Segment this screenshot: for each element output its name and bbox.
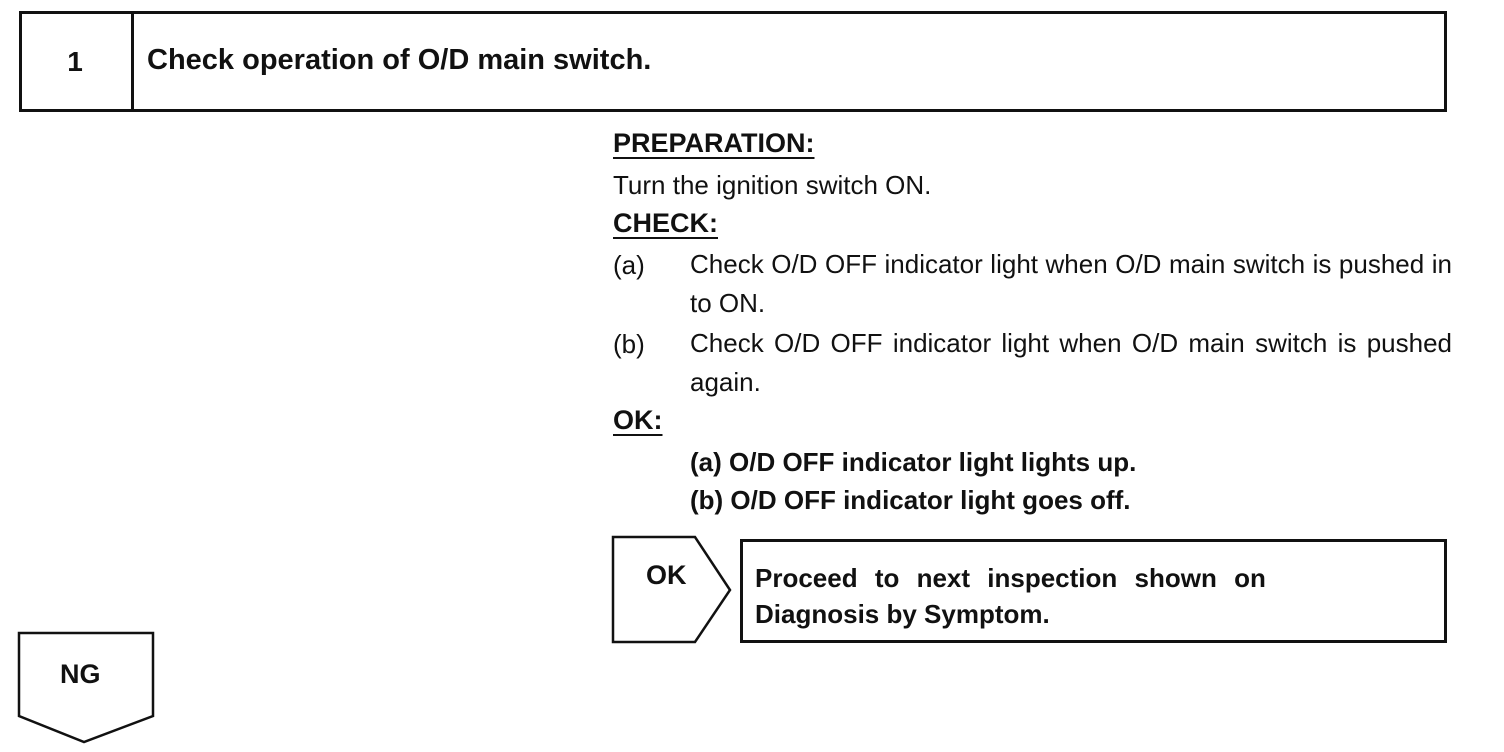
check-item-b-letter: (b): [613, 329, 645, 359]
ng-branch-label: NG: [60, 659, 101, 689]
preparation-text: Turn the ignition switch ON.: [613, 170, 932, 200]
ok-result-line-2: Diagnosis by Symptom.: [755, 599, 1050, 629]
check-item-a-text: Check O/D OFF indicator light when O/D main switch is pushed in to ON.: [690, 249, 1452, 318]
preparation-heading: PREPARATION:: [613, 128, 815, 158]
check-item-b-text: Check O/D OFF indicator light when O/D main switch is pushed again.: [690, 328, 1452, 397]
ok-heading: OK:: [613, 405, 663, 435]
step-title: Check operation of O/D main switch.: [147, 44, 652, 76]
ok-result-text: [755, 560, 1355, 632]
check-item-a-letter: (a): [613, 250, 645, 280]
ok-result-a: (a) O/D OFF indicator light lights up.: [690, 447, 1137, 477]
step-number: 1: [19, 11, 134, 112]
ok-branch-label: OK: [646, 560, 687, 590]
ok-result-b: (b) O/D OFF indicator light goes off.: [690, 485, 1131, 515]
ok-result-line-1: Proceed to next inspection shown on: [755, 563, 1266, 593]
check-heading: CHECK:: [613, 208, 718, 238]
